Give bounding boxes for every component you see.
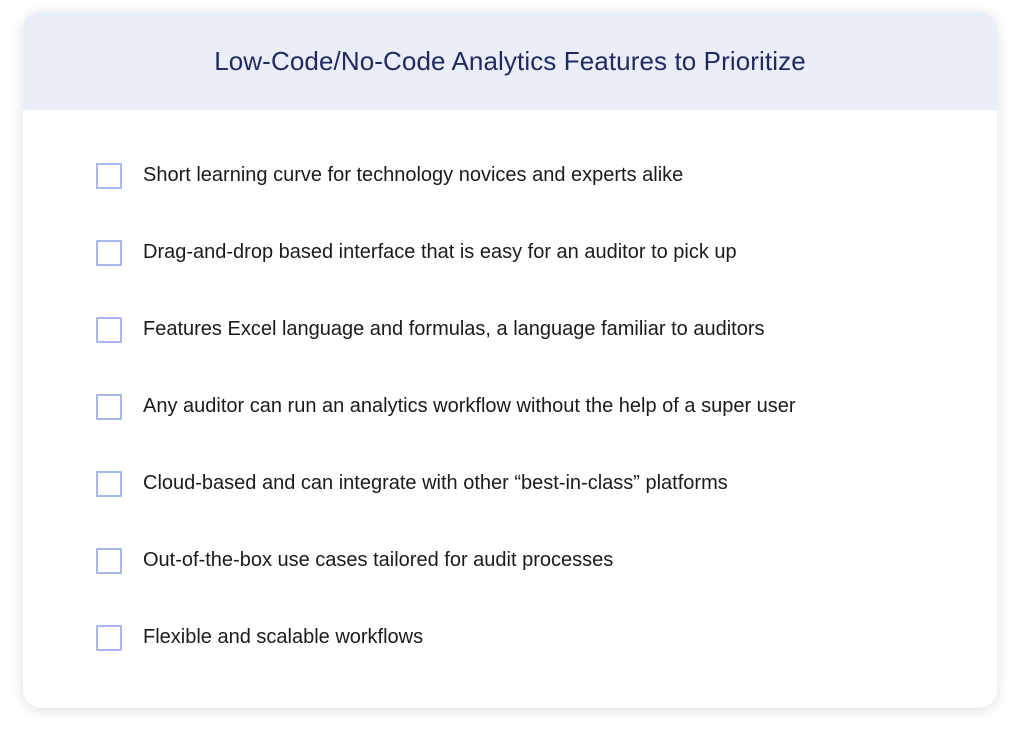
checkbox[interactable] (96, 548, 122, 574)
checkbox[interactable] (96, 625, 122, 651)
checklist-item-label: Drag-and-drop based interface that is easy for an auditor to pick up (143, 241, 737, 263)
checkbox[interactable] (96, 471, 122, 497)
checklist-item-label: Cloud-based and can integrate with other “best-in-class” platforms (143, 472, 728, 494)
checklist-item (96, 468, 796, 499)
checkbox[interactable] (96, 317, 122, 343)
feature-checklist (96, 160, 796, 699)
card-title: Low-Code/No-Code Analytics Features to Prioritize (214, 45, 806, 76)
checklist-item-label: Any auditor can run an analytics workflow without the help of a super user (143, 395, 796, 417)
checklist-item (96, 622, 796, 653)
checklist-item-label: Short learning curve for technology novices and experts alike (143, 164, 684, 186)
checklist-item-label: Out-of-the-box use cases tailored for audit processes (143, 549, 614, 571)
features-card (23, 12, 997, 708)
checklist-item (96, 237, 796, 268)
checkbox[interactable] (96, 163, 122, 189)
card-header (23, 12, 997, 110)
checkbox[interactable] (96, 394, 122, 420)
checklist-item-label: Flexible and scalable workflows (143, 626, 424, 648)
checklist-item (96, 545, 796, 576)
checkbox[interactable] (96, 240, 122, 266)
checklist-item (96, 391, 796, 422)
checklist-item-label: Features Excel language and formulas, a language familiar to auditors (143, 318, 765, 340)
checklist-item (96, 314, 796, 345)
checklist-item (96, 160, 796, 191)
